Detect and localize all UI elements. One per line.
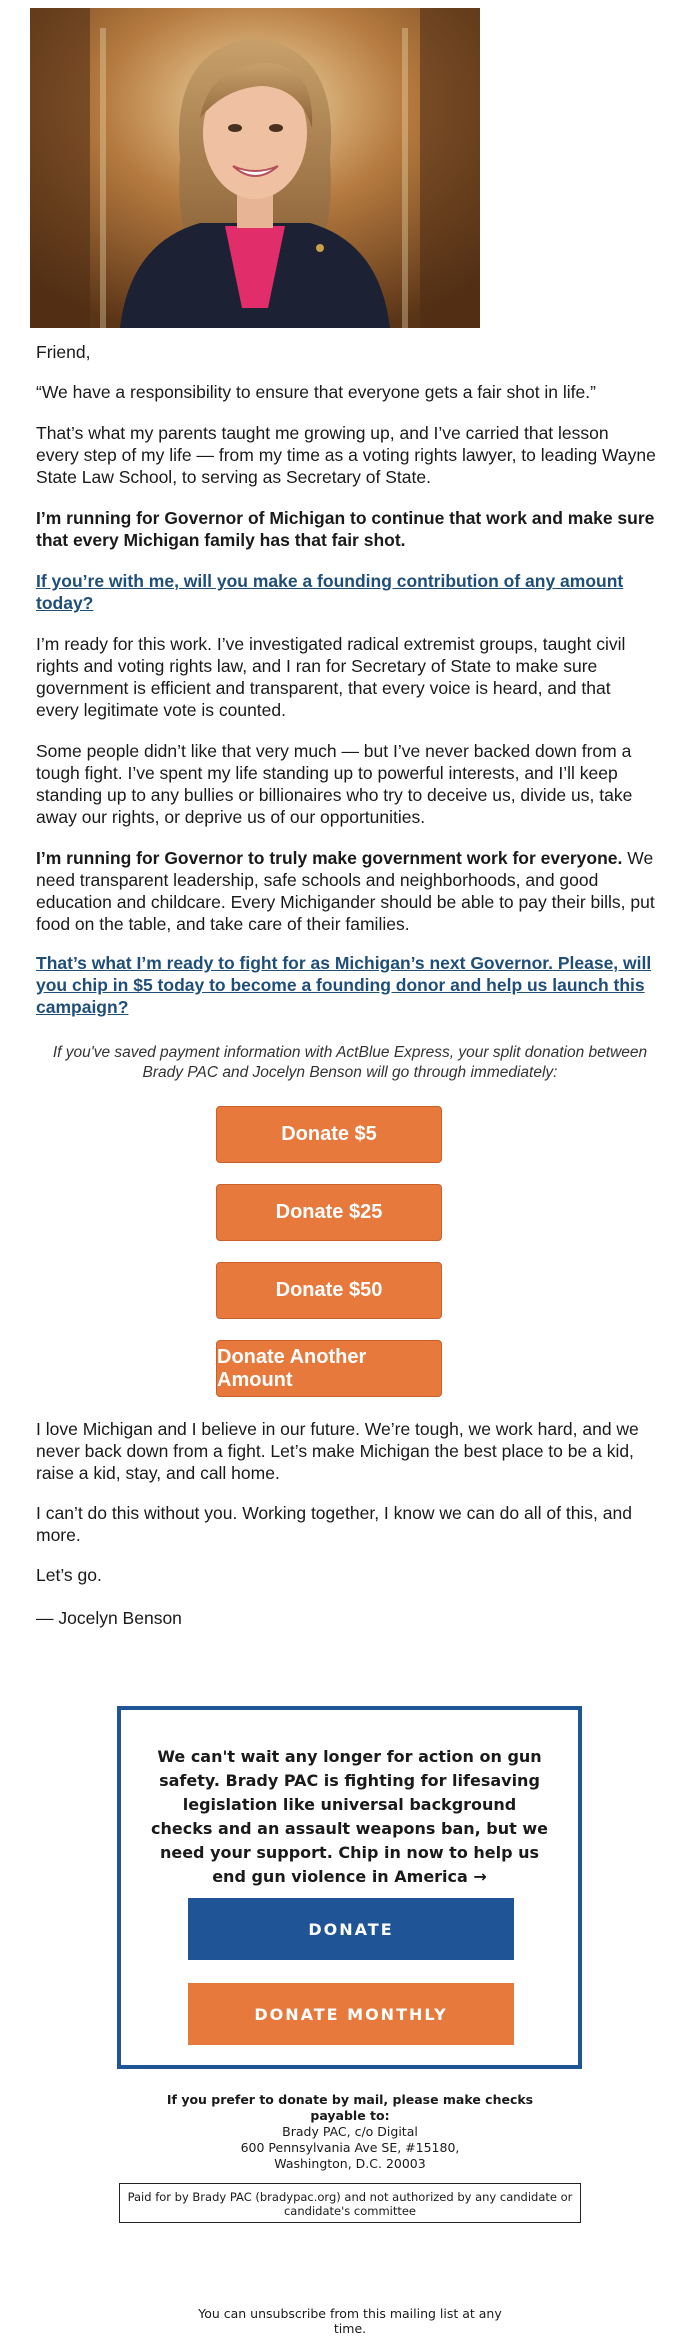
ready-paragraph: I’m ready for this work. I’ve investigated radical extremist groups, taught civil rights and voting rights law, and I ran for Secretary of State to make sure government is efficient and transparent, that every voice is heard, and that every legitimate vote is counted. — [36, 634, 626, 720]
brady-pac-box — [117, 1706, 582, 2069]
intro-paragraph: That’s what my parents taught me growing up, and I’ve carried that lesson every step of my life — from my time as a voting rights lawyer, to leading Wayne State Law School, to serving as Secretary of State. — [36, 423, 656, 487]
founding-contribution-link[interactable]: If you’re with me, will you make a founding contribution of any amount today? — [36, 571, 624, 613]
donate-5-button[interactable]: Donate $5 — [216, 1106, 442, 1163]
chip-in-link[interactable]: That’s what I’m ready to fight for as Michigan’s next Governor. Please, will you chip in $5 today to become a founding donor and help us launch this campaign? — [36, 953, 652, 1017]
signature: — Jocelyn Benson — [36, 1608, 182, 1628]
unsubscribe-notice[interactable]: You can unsubscribe from this mailing list at any time. — [198, 2306, 502, 2336]
quote-paragraph: “We have a responsibility to ensure that everyone gets a fair shot in life.” — [36, 382, 596, 402]
mail-address-line-1: Brady PAC, c/o Digital — [282, 2124, 418, 2139]
actblue-express-note: If you've saved payment information with ActBlue Express, your split donation between Brady PAC and Jocelyn Benson will go through immediately: — [52, 1044, 648, 1081]
donate-50-button[interactable]: Donate $50 — [216, 1262, 442, 1319]
donate-25-button[interactable]: Donate $25 — [216, 1184, 442, 1241]
government-paragraph — [36, 847, 656, 935]
love-michigan-paragraph: I love Michigan and I believe in our future. We’re tough, we work hard, and we never back down from a fight. Let’s make Michigan the best place to be a kid, raise a kid, stay, and call home. — [36, 1419, 639, 1483]
brady-donate-monthly-button[interactable]: DONATE MONTHLY — [188, 1983, 514, 2045]
brady-donate-button[interactable]: DONATE — [188, 1898, 514, 1960]
greeting: Friend, — [36, 342, 91, 362]
brady-pac-message: We can't wait any longer for action on gun safety. Brady PAC is fighting for lifesaving legislation like universal background checks and an assault weapons ban, but we need your support. Chip in now to help us end gun violence in America → — [151, 1747, 548, 1886]
hero-photo — [30, 8, 480, 328]
tough-fight-paragraph: Some people didn’t like that very much — but I’ve never backed down from a tough fight. I’ve spent my life standing up to powerful interests, and I’ll keep standing up to any bullies or billionaires who try to deceive us, divide us, take away our rights, or deprive us of our opportunities. — [36, 741, 633, 827]
donate-another-amount-button[interactable]: Donate Another Amount — [216, 1340, 442, 1397]
government-bold: I’m running for Governor to truly make government work for everyone. — [36, 848, 623, 868]
mail-heading: If you prefer to donate by mail, please make checks payable to: — [166, 2092, 534, 2123]
mail-address-line-3: Washington, D.C. 20003 — [274, 2156, 426, 2171]
lets-go-line: Let’s go. — [36, 1565, 102, 1585]
paid-for-disclaimer: Paid for by Brady PAC (bradypac.org) and not authorized by any candidate or candidate's committee — [119, 2183, 581, 2223]
working-together-paragraph: I can’t do this without you. Working together, I know we can do all of this, and more. — [36, 1503, 632, 1545]
government-rest: We need transparent leadership, safe schools and neighborhoods, and good education and childcare. Every Michigander should be able to pay their bills, put food on the table, and take care of their families. — [36, 848, 655, 934]
running-statement: I’m running for Governor of Michigan to continue that work and make sure that every Michigan family has that fair shot. — [36, 508, 655, 550]
mail-address-line-2: 600 Pennsylvania Ave SE, #15180, — [240, 2140, 460, 2155]
